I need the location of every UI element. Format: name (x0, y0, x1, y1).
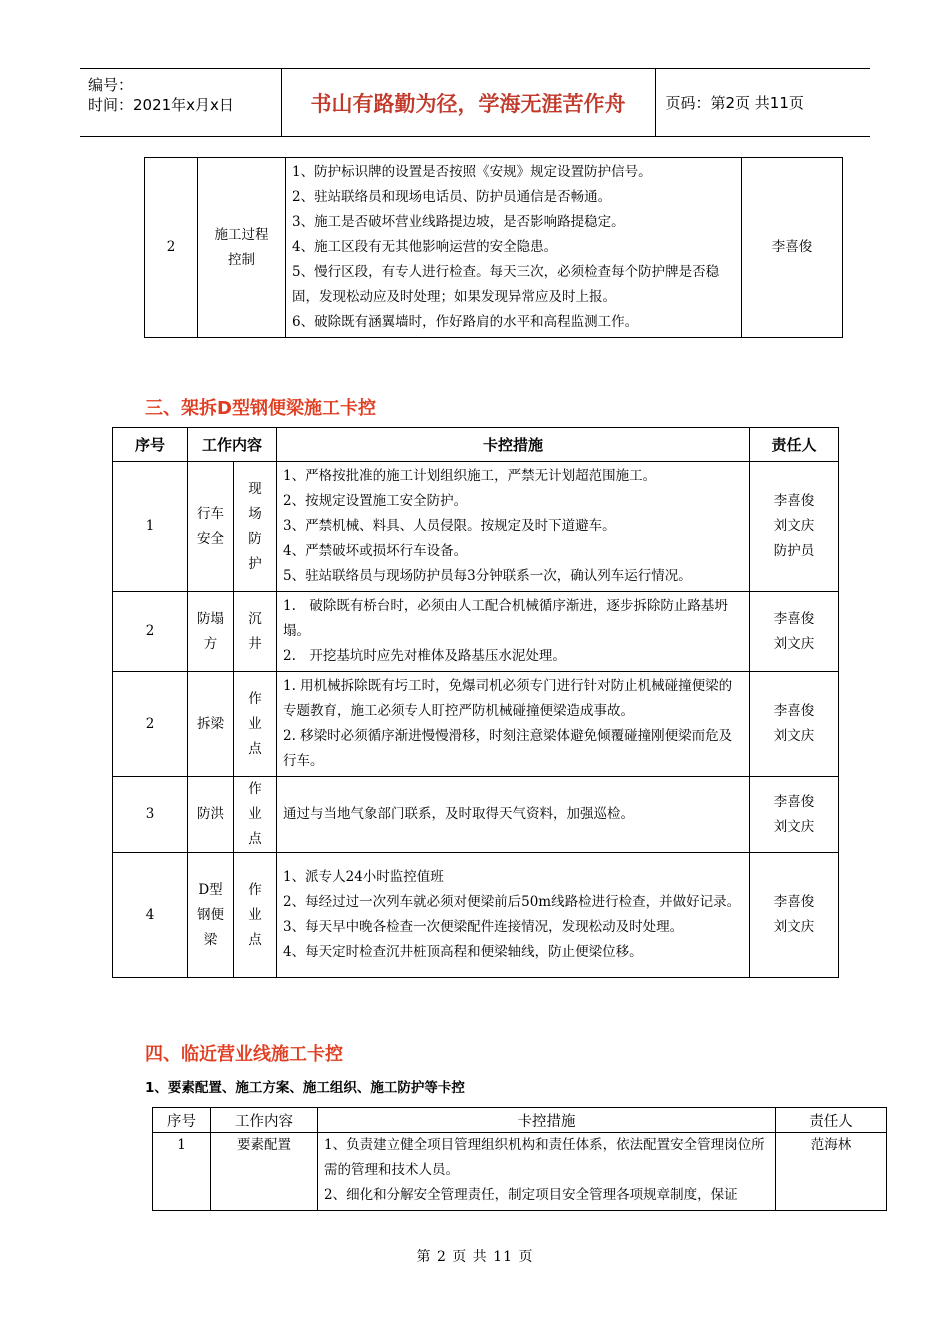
work-content: 施工过程 控制 (198, 158, 286, 338)
table-header-row (113, 428, 839, 462)
row-number: 2 (113, 672, 188, 777)
control-measures: 1、防护标识牌的设置是否按照《安规》规定设置防护信号。 2、驻站联络员和现场电话员、防护员通信是否畅通。 3、施工是否破坏营业线路提边坡，是否影响路提稳定。 4、施工区段有无其他影响运营的安全隐患。 5、慢行区段，有专人进行检查。每天三次，必须检查每个防护牌是否稳固，发现松动应及时处理；如果发现异常应及时上报。 6、破除既有涵翼墙时，作好路肩的水平和高程监测工作。 (286, 158, 742, 338)
table-row (153, 1133, 887, 1211)
table-top (144, 157, 843, 338)
work-content: 要素配置 (211, 1133, 318, 1211)
col-header-person: 责任人 (776, 1108, 887, 1133)
col-header-person: 责任人 (750, 428, 839, 462)
row-number: 1 (113, 462, 188, 592)
row-number: 1 (153, 1133, 211, 1211)
work-item: 行车 安全 (188, 462, 234, 592)
section3-title: 三、架拆D型钢便梁施工卡控 (145, 398, 376, 419)
control-measures: 1. 用机械拆除既有圬工时，免爆司机必须专门进行针对防止机械碰撞便梁的专题教育，施工必须专人盯控严防机械碰撞便梁造成事故。 2. 移梁时必须循序渐进慢慢滑移，时刻注意梁体避免倾覆碰撞刚便梁而危及行车。 (277, 672, 750, 777)
page-header (80, 68, 870, 137)
responsible-person: 范海林 (776, 1133, 887, 1211)
responsible-persons: 李喜俊 刘文庆 防护员 (750, 462, 839, 592)
responsible-persons: 李喜俊 刘文庆 (750, 672, 839, 777)
table-row (145, 158, 843, 338)
work-item: 防塌 方 (188, 592, 234, 672)
row-number: 3 (113, 777, 188, 853)
row-number: 4 (113, 853, 188, 978)
col-header-measures: 卡控措施 (277, 428, 750, 462)
section4-title: 四、临近营业线施工卡控 (145, 1044, 343, 1065)
section4-table (152, 1107, 887, 1211)
work-item: D型 钢便 梁 (188, 853, 234, 978)
section4-subtitle: 1、要素配置、施工方案、施工组织、施工防护等卡控 (145, 1080, 465, 1096)
row-number: 2 (145, 158, 198, 338)
work-sub-item: 沉 井 (234, 592, 277, 672)
responsible-person: 李喜俊 (742, 158, 843, 338)
work-sub-item: 作 业 点 (234, 672, 277, 777)
control-measures: 1、严格按批准的施工计划组织施工，严禁无计划超范围施工。 2、按规定设置施工安全防护。 3、严禁机械、料具、人员侵限。按规定及时下道避车。 4、严禁破坏或损坏行车设备。 5、驻站联络员与现场防护员每3分钟联系一次，确认列车运行情况。 (277, 462, 750, 592)
time-label: 时间：2021年x月x日 (88, 96, 234, 114)
table-header-row (153, 1108, 887, 1133)
work-sub-item: 作 业 点 (234, 777, 277, 853)
col-header-content: 工作内容 (188, 428, 277, 462)
table-row (113, 462, 839, 592)
work-sub-item: 现 场 防 护 (234, 462, 277, 592)
col-header-no: 序号 (153, 1108, 211, 1133)
col-header-measures: 卡控措施 (318, 1108, 776, 1133)
responsible-persons: 李喜俊 刘文庆 (750, 853, 839, 978)
control-measures: 1、负责建立健全项目管理组织机构和责任体系，依法配置安全管理岗位所需的管理和技术人员。 2、细化和分解安全管理责任，制定项目安全管理各项规章制度，保证 (318, 1133, 776, 1211)
control-measures: 1、派专人24小时监控值班 2、每经过过一次列车就必须对便梁前后50m线路检进行检查，并做好记录。 3、每天早中晚各检查一次便梁配件连接情况，发现松动及时处理。 4、每天定时检查沉井桩顶高程和便梁轴线，防止便梁位移。 (277, 853, 750, 978)
page-footer: 第 2 页 共 11 页 (416, 1249, 534, 1265)
table-row (113, 853, 839, 978)
col-header-no: 序号 (113, 428, 188, 462)
responsible-persons: 李喜俊 刘文庆 (750, 592, 839, 672)
work-sub-item: 作 业 点 (234, 853, 277, 978)
section3-table (112, 427, 839, 978)
work-item: 防洪 (188, 777, 234, 853)
responsible-persons: 李喜俊 刘文庆 (750, 777, 839, 853)
control-measures: 1. 破除既有桥台时，必须由人工配合机械循序渐进，逐步拆除防止路基坍塌。 2. 开挖基坑时应先对椎体及路基压水泥处理。 (277, 592, 750, 672)
col-header-content: 工作内容 (211, 1108, 318, 1133)
header-motto: 书山有路勤为径，学海无涯苦作舟 (281, 69, 655, 137)
row-number: 2 (113, 592, 188, 672)
table-row (113, 592, 839, 672)
table-row (113, 672, 839, 777)
work-item: 拆梁 (188, 672, 234, 777)
control-measures: 通过与当地气象部门联系，及时取得天气资料，加强巡检。 (277, 777, 750, 853)
header-meta (80, 69, 281, 137)
header-page-label: 页码：第2页 共11页 (655, 69, 870, 137)
table-row (113, 777, 839, 853)
number-label: 编号： (88, 76, 134, 94)
